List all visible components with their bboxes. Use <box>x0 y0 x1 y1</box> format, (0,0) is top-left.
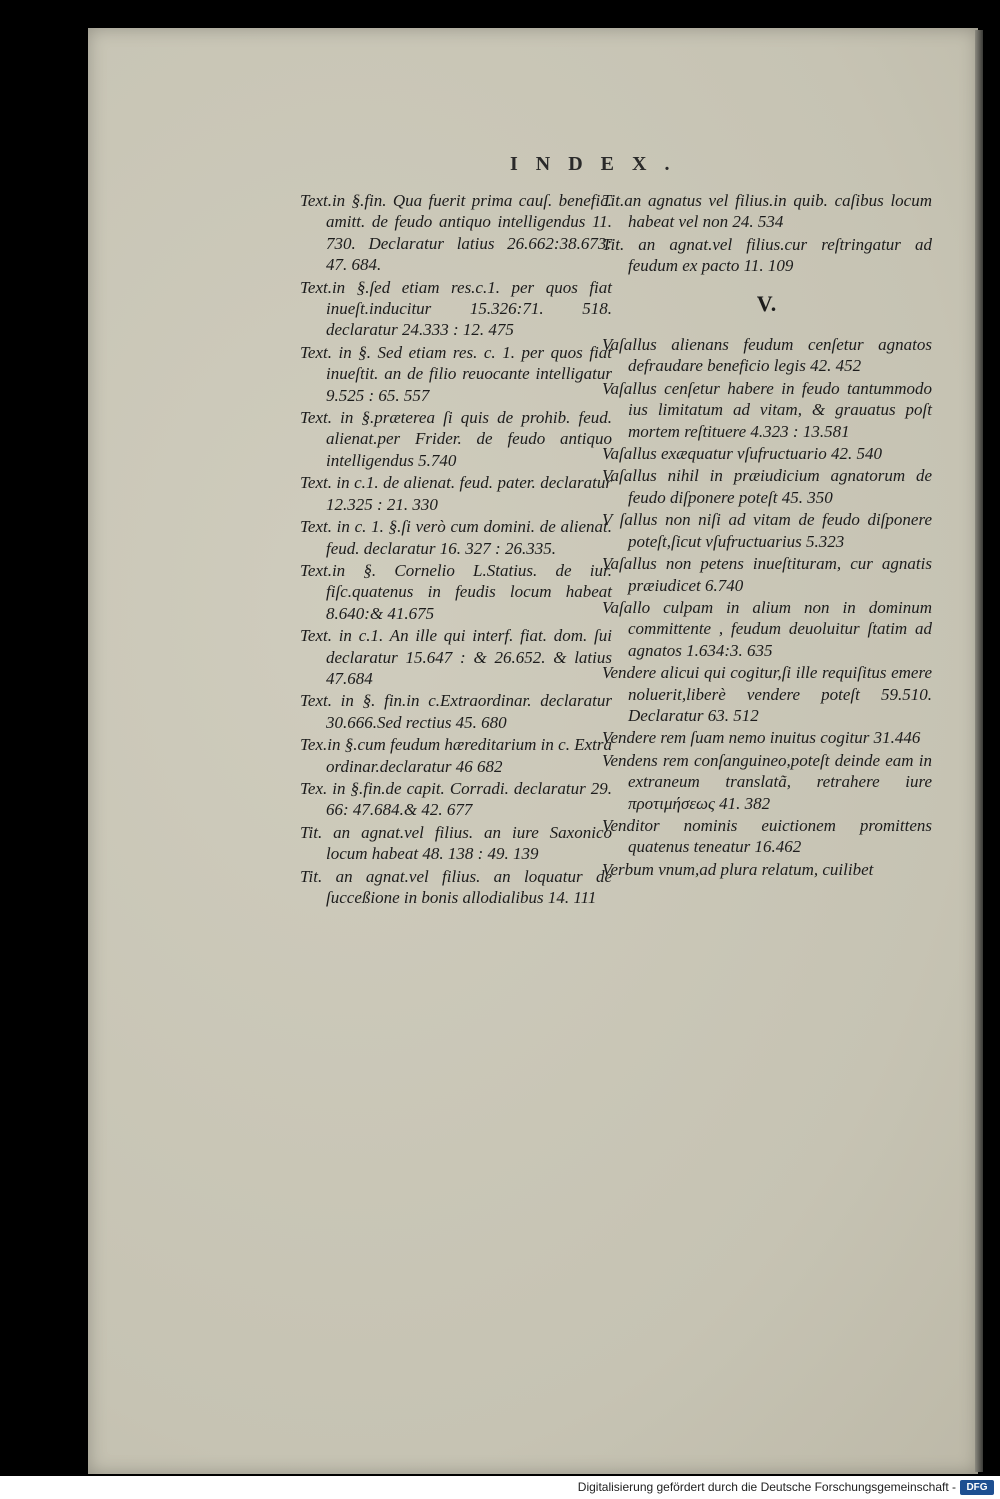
index-entry: Vaſallus cenſetur habere in feudo tantummodo ius limitatum ad vitam, & grauatus poſt mortem reſtituere 4.323 : 13.581 <box>602 378 932 441</box>
index-entry: Tit.an agnatus vel filius.in quib. caſibus locum habeat vel non 24. 534 <box>602 191 932 232</box>
index-entry: Tit. an agnat.vel filius. an loquatur de ſucceßione in bonis allodialibus 14. 111 <box>300 866 612 907</box>
index-entry: Text.in §.ſed etiam res.c.1. per quos fiat inueſt.inducitur 15.326:71. 518. declaratur 24.333 : 12. 475 <box>300 277 612 340</box>
index-entry: Text.in §.fin. Qua fuerit prima cauſ. benefic. amitt. de feudo antiquo intelligendus 11. 730. Declaratur latius 26.662:38.673: 47. 684. <box>300 191 612 275</box>
index-entry: Text. in c.1. de alienat. feud. pater. declaratur 12.325 : 21. 330 <box>300 473 612 514</box>
index-entry: V ſallus non niſi ad vitam de feudo diſponere poteſt,ſicut vſufructuarius 5.323 <box>602 510 932 551</box>
index-entry: Vaſallo culpam in alium non in dominum committente , feudum deuoluitur ſtatim ad agnatos 1.634:3. 635 <box>602 597 932 660</box>
footer-bar <box>0 1476 1000 1499</box>
page-edge <box>975 30 983 1472</box>
index-entry: Vaſallus nihil in præiudicium agnatorum de feudo diſponere poteſt 45. 350 <box>602 466 932 507</box>
index-entry: Text. in c. 1. §.ſi verò cum domini. de alienat. feud. declaratur 16. 327 : 26.335. <box>300 517 612 558</box>
dfg-logo[interactable]: DFG <box>960 1480 994 1495</box>
index-entry: Tex. in §.fin.de capit. Corradi. declaratur 29. 66: 47.684.& 42. 677 <box>300 778 612 820</box>
index-entry: Venditor nominis euictionem promittens quatenus teneatur 16.462 <box>602 815 932 857</box>
index-entry: Vendere rem ſuam nemo inuitus cogitur 31.446 <box>602 728 921 748</box>
page-header: INDEX. <box>510 153 688 175</box>
index-entry: Tit. an agnat.vel filius.cur reſtringatur ad feudum ex pacto 11. 109 <box>602 234 932 276</box>
index-entry: Vaſallus non petens inueſtituram, cur agnatis præiudicet 6.740 <box>602 554 932 595</box>
index-entry: Text. in §. fin.in c.Extraordinar. declaratur 30.666.Sed rectius 45. 680 <box>300 691 612 732</box>
index-entry: Text.in §. Cornelio L.Statius. de iur. fiſc.quatenus in feudis locum habeat 8.640:& 41.675 <box>300 560 612 623</box>
index-entry: Text. in §. Sed etiam res. c. 1. per quos fiat inueſtit. an de filio reuocante intelligatur 9.525 : 65. 557 <box>300 342 612 405</box>
index-entry: Vendens rem conſanguineo,poteſt deinde eam in extraneum translatã, retrahere iure προτιμήσεως 41. 382 <box>602 750 932 813</box>
index-entry: Text. in c.1. An ille qui interf. fiat. dom. ſui declaratur 15.647 : & 26.652. & latius 47.684 <box>300 626 612 688</box>
index-entry: Vendere alicui qui cogitur,ſi ille requiſitus emere noluerit,liberè vendere poteſt 59.510. Declaratur 63. 512 <box>602 663 932 725</box>
right-column <box>602 190 932 881</box>
index-entry: Verbum vnum,ad plura relatum, cuilibet <box>602 859 874 879</box>
index-entry: Text. in §.præterea ſi quis de prohib. feud. alienat.per Frider. de feudo antiquo intelligendus 5.740 <box>300 408 612 470</box>
index-entry: Tit. an agnat.vel filius. an iure Saxonico locum habeat 48. 138 : 49. 139 <box>300 822 612 864</box>
index-entry: Vaſallus alienans feudum cenſetur agnatos defraudare beneficio legis 42. 452 <box>602 335 932 376</box>
footer-credit: Digitalisierung gefördert durch die Deutsche Forschungsgemeinschaft - <box>577 1480 956 1494</box>
index-entry: Tex.in §.cum feudum hæreditarium in c. Extra ordinar.declaratur 46 682 <box>300 735 612 776</box>
index-entry: Vaſallus exæquatur vſufructuario 42. 540 <box>602 444 883 464</box>
letter-heading: V. <box>756 290 778 316</box>
left-column <box>300 190 612 909</box>
